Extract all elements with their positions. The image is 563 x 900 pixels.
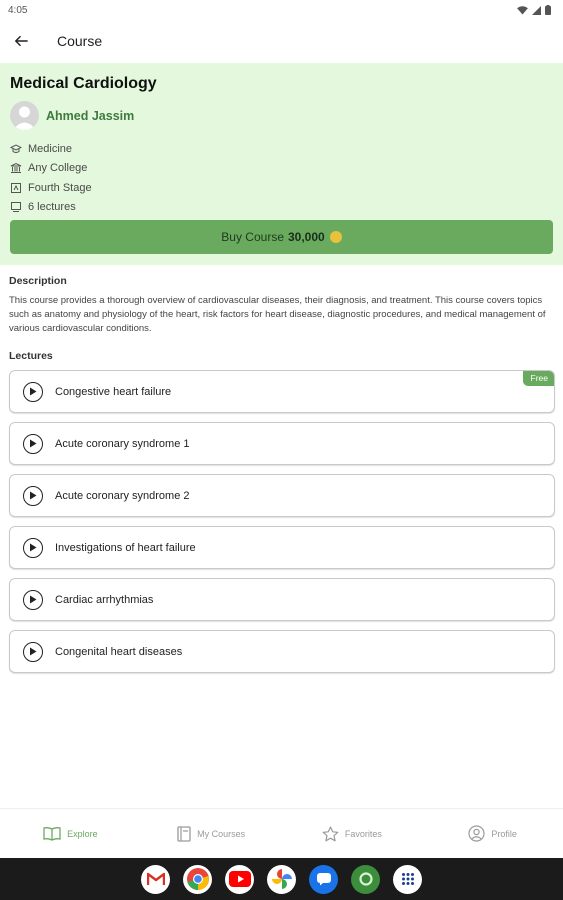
youtube-icon[interactable] [225,865,254,894]
nav-my-courses-label: My Courses [197,828,246,839]
app-icon[interactable] [351,865,380,894]
graduation-cap-icon [10,143,22,155]
course-author[interactable] [10,101,553,130]
lecture-title: Investigations of heart failure [55,541,196,554]
meta-lectures-text: 6 lectures [28,201,76,214]
institution-icon [10,162,22,174]
play-icon [23,434,43,454]
app-drawer-icon[interactable] [393,865,422,894]
play-icon [23,642,43,662]
nav-profile[interactable] [422,809,563,858]
play-icon [23,538,43,558]
photos-icon[interactable] [267,865,296,894]
wifi-icon [517,6,528,15]
lecture-item[interactable] [9,370,555,413]
gmail-icon[interactable] [141,865,170,894]
play-icon [23,486,43,506]
play-icon [23,382,43,402]
courses-icon [177,826,191,842]
meta-stage [10,178,553,198]
arrow-back-icon [14,34,28,48]
buy-course-label: Buy Course [221,230,284,244]
course-meta [10,139,553,217]
lecture-title: Congenital heart diseases [55,645,183,658]
meta-college [10,159,553,179]
battery-icon [545,5,551,15]
avatar [10,101,39,130]
star-icon [322,826,339,842]
nav-favorites[interactable] [282,809,423,858]
course-price: 30,000 [288,230,325,244]
lecture-item[interactable] [9,526,555,569]
lectures-heading: Lectures [9,350,53,362]
course-header [0,63,563,265]
buy-course-button[interactable] [10,220,553,254]
stage-icon [10,182,22,194]
messages-icon[interactable] [309,865,338,894]
free-badge: Free [523,371,554,386]
bottom-nav [0,808,563,858]
lecture-item[interactable] [9,422,555,465]
status-bar [0,0,563,20]
course-title: Medical Cardiology [10,75,157,92]
meta-faculty [10,139,553,159]
status-time: 4:05 [8,4,28,16]
chrome-icon[interactable] [183,865,212,894]
meta-stage-text: Fourth Stage [28,181,92,194]
lecture-list [9,370,555,682]
book-icon [10,201,22,213]
author-name: Ahmed Jassim [46,108,135,123]
cell-signal-icon [532,6,541,15]
nav-favorites-label: Favorites [344,828,382,839]
lecture-item[interactable] [9,474,555,517]
lecture-title: Acute coronary syndrome 1 [55,437,190,450]
nav-my-courses[interactable] [141,809,282,858]
back-button[interactable] [0,20,42,62]
play-icon [23,590,43,610]
nav-explore-label: Explore [67,828,98,839]
person-icon [10,101,39,130]
lecture-title: Acute coronary syndrome 2 [55,489,190,502]
description-text: This course provides a thorough overview of cardiovascular diseases, their diagnosis, and treatment. This course covers topics such as anatomy and physiology of the heart, risk factors for heart disease, diagnostic procedures, and medical management of various cardiovascular conditions. [9,295,546,334]
nav-profile-label: Profile [491,828,517,839]
book-open-icon [43,826,61,841]
page-title: Course [57,33,103,49]
meta-faculty-text: Medicine [28,142,73,155]
meta-lectures-count [10,198,553,218]
profile-icon [468,825,485,842]
lecture-item[interactable] [9,578,555,621]
lecture-title: Congestive heart failure [55,385,172,398]
system-dock [0,858,563,900]
app-bar [0,20,563,62]
description-heading: Description [9,275,67,287]
lecture-item[interactable] [9,630,555,673]
meta-college-text: Any College [28,162,88,175]
coin-icon [330,231,342,243]
status-icons [517,5,551,15]
nav-explore[interactable] [0,809,141,858]
lecture-title: Cardiac arrhythmias [55,593,154,606]
